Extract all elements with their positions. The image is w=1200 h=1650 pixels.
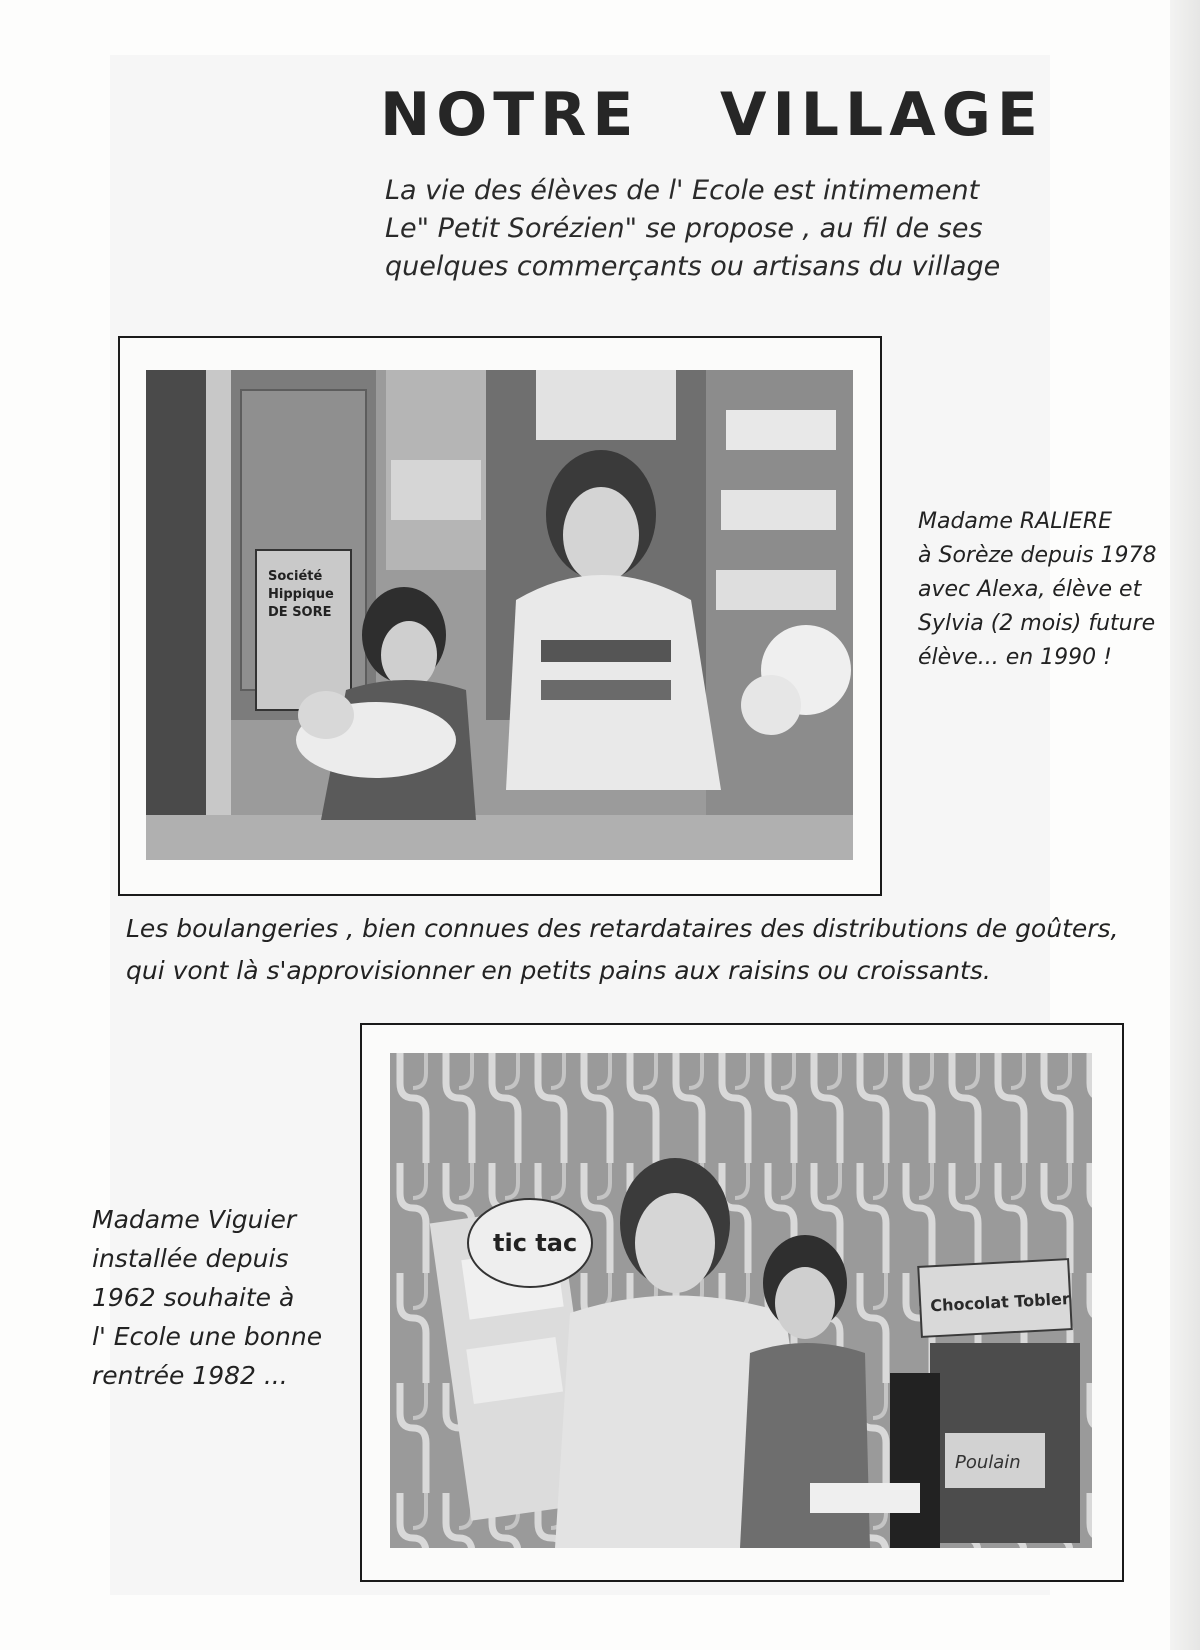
poulain-sign: Poulain (955, 1452, 1021, 1473)
caption-line: l' Ecole une bonne (92, 1322, 323, 1351)
caption-line: rentrée 1982 ... (92, 1361, 288, 1390)
page-title: NOTRE VILLAGE (380, 80, 1044, 150)
intro-line: Le" Petit Sorézien" se propose , au fil de ses (385, 213, 983, 244)
chocolat-sign: Chocolat Tobler (929, 1289, 1071, 1316)
caption-line: élève... en 1990 ! (918, 645, 1112, 670)
photo-raliere-shop (146, 370, 853, 860)
photo-raliere-drawing (146, 370, 853, 860)
intro-line: La vie des élèves de l' Ecole est intimement (385, 175, 980, 206)
page-edge-shadow (1170, 0, 1200, 1650)
photo-frame-viguier (360, 1023, 1124, 1582)
intro-text (385, 172, 1105, 286)
caption-line: Madame Viguier (92, 1205, 297, 1234)
caption-line: avec Alexa, élève et (918, 577, 1142, 602)
caption-line: Sylvia (2 mois) future (918, 611, 1156, 636)
bakery-line: qui vont là s'approvisionner en petits pains aux raisins ou croissants. (126, 956, 991, 985)
intro-line: quelques commerçants ou artisans du village (385, 251, 1001, 282)
caption-line: installée depuis (92, 1244, 289, 1273)
bakery-text (126, 908, 1156, 992)
caption-raliere (918, 505, 1157, 675)
tictac-sign: tic tac (493, 1229, 578, 1257)
bakery-line: Les boulangeries , bien connues des retardataires des distributions de goûters, (126, 914, 1119, 943)
photo-viguier-bakery (390, 1053, 1092, 1548)
poster-line: Société (268, 569, 323, 584)
poster-line: DE SORE (268, 605, 332, 620)
photo-viguier-drawing (390, 1053, 1092, 1548)
caption-line: à Sorèze depuis 1978 (918, 543, 1157, 568)
photo-frame-raliere (118, 336, 882, 896)
caption-viguier (92, 1200, 322, 1395)
poster-line: Hippique (268, 587, 334, 602)
caption-line: 1962 souhaite à (92, 1283, 295, 1312)
caption-line: Madame RALIERE (918, 509, 1113, 534)
